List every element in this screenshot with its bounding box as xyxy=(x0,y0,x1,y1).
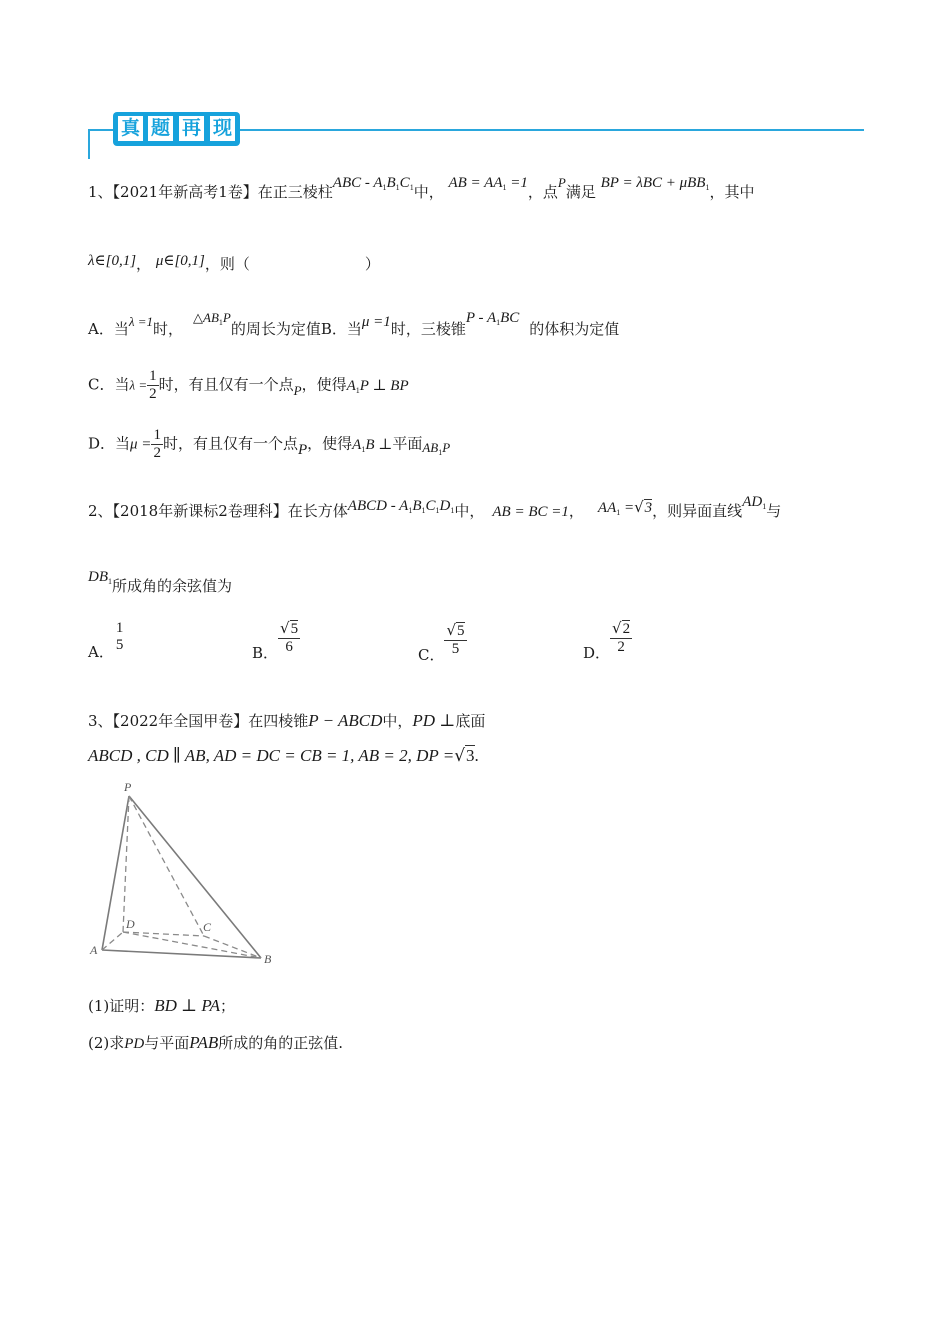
q1-option-d: D．当μ = $\frac{1}{2}$ 时，有且仅有一个点P，使得$A_1B$ ⊥平面$AB_1P$ xyxy=(88,427,451,461)
q1-option-a: A．当λ =1时，$\triangle AB_1P$的周长为定值B．当μ =1时，三棱锥P - $A_1BC$的体积为定值 xyxy=(88,310,620,338)
q3-source: 【2022年全国甲卷】 xyxy=(112,712,249,730)
q2-option-d: D． $\frac{√2}{2}$ xyxy=(583,619,631,662)
banner-char-3: 再 xyxy=(179,116,204,141)
q1-text: ，则（ xyxy=(204,255,250,273)
q1-text: ，其中 xyxy=(709,183,755,201)
label-b: B xyxy=(264,952,272,966)
q2-line-1: 2、【2018年新课标2卷理科】在长方体ABCD - $A_1B_1C_1D_1$中， AB = BC =1， $AA_1 =√3$，则异面直线$AD_1$与 xyxy=(88,494,782,520)
q1-eq: BP = λBC + μBB$_1$ xyxy=(600,175,710,192)
label-c: C xyxy=(203,920,212,934)
q3-part-1: (1)证明：BD ⊥ PA； xyxy=(88,996,235,1015)
q2-option-c: C． $\frac{√5}{5}$ xyxy=(418,621,465,664)
q1-text: 满足 xyxy=(565,183,596,201)
q1-line-2: λ∈[0,1]， μ∈[0,1]，则（ ） xyxy=(88,253,380,273)
q1-mu-range: μ∈[0,1] xyxy=(155,253,205,269)
q2-source: 【2018年新课标2卷理科】 xyxy=(112,502,288,520)
q1-text: ，点 xyxy=(527,183,558,201)
pyramid-figure xyxy=(86,776,286,968)
edge-pa xyxy=(102,796,129,950)
q3-line-2: ABCD , CD ∥ AB, AD = DC = CB = 1, AB = 2, DP =√3. xyxy=(88,746,479,766)
header-left-rule xyxy=(88,129,90,159)
q1-prism: ABC - $A_1B_1C_1$ xyxy=(332,175,414,192)
q3-part-2: (2)求PD与平面PAB所成的角的正弦值. xyxy=(88,1033,344,1052)
label-d: D xyxy=(126,917,135,931)
edge-pc xyxy=(129,796,204,936)
q1-text: ） xyxy=(364,255,380,273)
q2-option-a: A． 1 5 xyxy=(88,620,124,661)
q1-lambda-range: λ∈[0,1] xyxy=(88,253,137,269)
q1-text: 在正三棱柱 xyxy=(257,183,333,201)
q1-point-p: P xyxy=(557,175,566,190)
label-p: P xyxy=(124,780,132,794)
banner-char-2: 题 xyxy=(148,116,173,141)
label-a: A xyxy=(90,943,98,957)
q3-number: 3、 xyxy=(88,712,113,730)
banner-char-1: 真 xyxy=(118,116,143,141)
q1-line-1 xyxy=(88,175,755,202)
q1-number: 1、 xyxy=(88,183,113,201)
banner-char-4: 现 xyxy=(210,116,235,141)
q1-cond: AB = $AA_1 =1$ xyxy=(448,175,528,192)
q1-option-c: C．当λ = $\frac{1}{2}$ 时，有且仅有一个点P，使得$A_1P$ ⊥ BP xyxy=(88,368,409,402)
q2-number: 2、 xyxy=(88,502,113,520)
pyramid-hidden-edges xyxy=(102,796,261,958)
q2-line-2: $DB_1$所成角的余弦值为 xyxy=(88,569,233,595)
q1-source: 【2021年新高考1卷】 xyxy=(112,183,258,201)
q1-text: 中， xyxy=(413,183,444,201)
q3-line-1: 3、【2022年全国甲卷】在四棱锥P − ABCD中，PD ⊥底面 xyxy=(88,711,486,730)
q2-solid: ABCD - $A_1B_1C_1D_1$ xyxy=(347,498,455,515)
q2-option-b: B． $\frac{√5}{6}$ xyxy=(252,619,299,662)
edge-ab xyxy=(102,950,261,958)
